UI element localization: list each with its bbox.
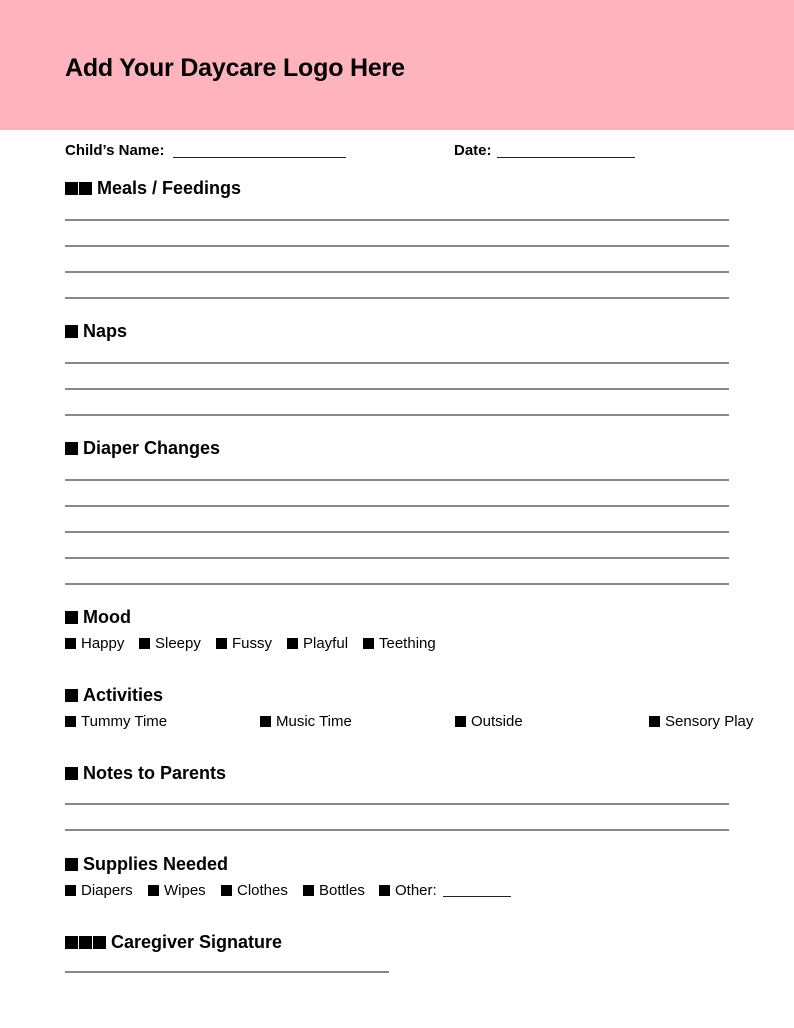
supply-option-clothes[interactable]: Clothes [221,882,288,899]
meals-line[interactable] [65,271,729,273]
checkbox-icon [379,885,390,896]
diaper-line[interactable] [65,479,729,481]
square-bullet-icon [65,858,78,871]
square-bullet-icon [65,182,78,195]
meals-line[interactable] [65,219,729,221]
square-bullet-icon [65,442,78,455]
checkbox-icon [649,716,660,727]
mood-option-playful[interactable]: Playful [287,635,348,652]
mood-option-fussy[interactable]: Fussy [216,635,272,652]
meals-line[interactable] [65,245,729,247]
notes-line[interactable] [65,829,729,831]
checkbox-icon [260,716,271,727]
diaper-heading: Diaper Changes [65,438,220,459]
diaper-line[interactable] [65,583,729,585]
square-bullet-icon [65,325,78,338]
date-field[interactable] [497,157,635,158]
naps-line[interactable] [65,362,729,364]
naps-line[interactable] [65,414,729,416]
signature-heading: Caregiver Signature [65,932,282,953]
meals-line[interactable] [65,297,729,299]
mood-option-sleepy[interactable]: Sleepy [139,635,201,652]
square-bullet-icon [65,611,78,624]
square-bullet-icon [79,182,92,195]
signature-line[interactable] [65,971,389,973]
square-bullet-icon [65,689,78,702]
meals-heading: Meals / Feedings [65,178,241,199]
naps-line[interactable] [65,388,729,390]
mood-option-teething[interactable]: Teething [363,635,436,652]
activity-option-sensory-play[interactable]: Sensory Play [649,713,753,730]
diaper-line[interactable] [65,505,729,507]
supply-other-field[interactable] [443,896,511,897]
supply-option-bottles[interactable]: Bottles [303,882,365,899]
mood-option-happy[interactable]: Happy [65,635,124,652]
supply-option-wipes[interactable]: Wipes [148,882,206,899]
mood-heading: Mood [65,607,131,628]
header-banner [0,0,794,130]
notes-line[interactable] [65,803,729,805]
checkbox-icon [287,638,298,649]
child-name-field[interactable] [173,157,346,158]
checkbox-icon [221,885,232,896]
checkbox-icon [65,638,76,649]
logo-placeholder-text: Add Your Daycare Logo Here [65,54,405,82]
checkbox-icon [148,885,159,896]
checkbox-icon [216,638,227,649]
supplies-heading: Supplies Needed [65,854,228,875]
activity-option-tummy-time[interactable]: Tummy Time [65,713,167,730]
date-label: Date: [454,142,492,159]
activity-option-outside[interactable]: Outside [455,713,523,730]
square-bullet-icon [79,936,92,949]
square-bullet-icon [65,767,78,780]
notes-heading: Notes to Parents [65,763,226,784]
activity-option-music-time[interactable]: Music Time [260,713,352,730]
square-bullet-icon [65,936,78,949]
checkbox-icon [65,716,76,727]
diaper-line[interactable] [65,531,729,533]
naps-heading: Naps [65,321,127,342]
checkbox-icon [455,716,466,727]
child-name-label: Child’s Name: [65,142,165,159]
supply-option-diapers[interactable]: Diapers [65,882,133,899]
checkbox-icon [303,885,314,896]
supply-option-other[interactable]: Other: [379,882,437,899]
square-bullet-icon [93,936,106,949]
diaper-line[interactable] [65,557,729,559]
checkbox-icon [65,885,76,896]
activities-heading: Activities [65,685,163,706]
checkbox-icon [139,638,150,649]
checkbox-icon [363,638,374,649]
